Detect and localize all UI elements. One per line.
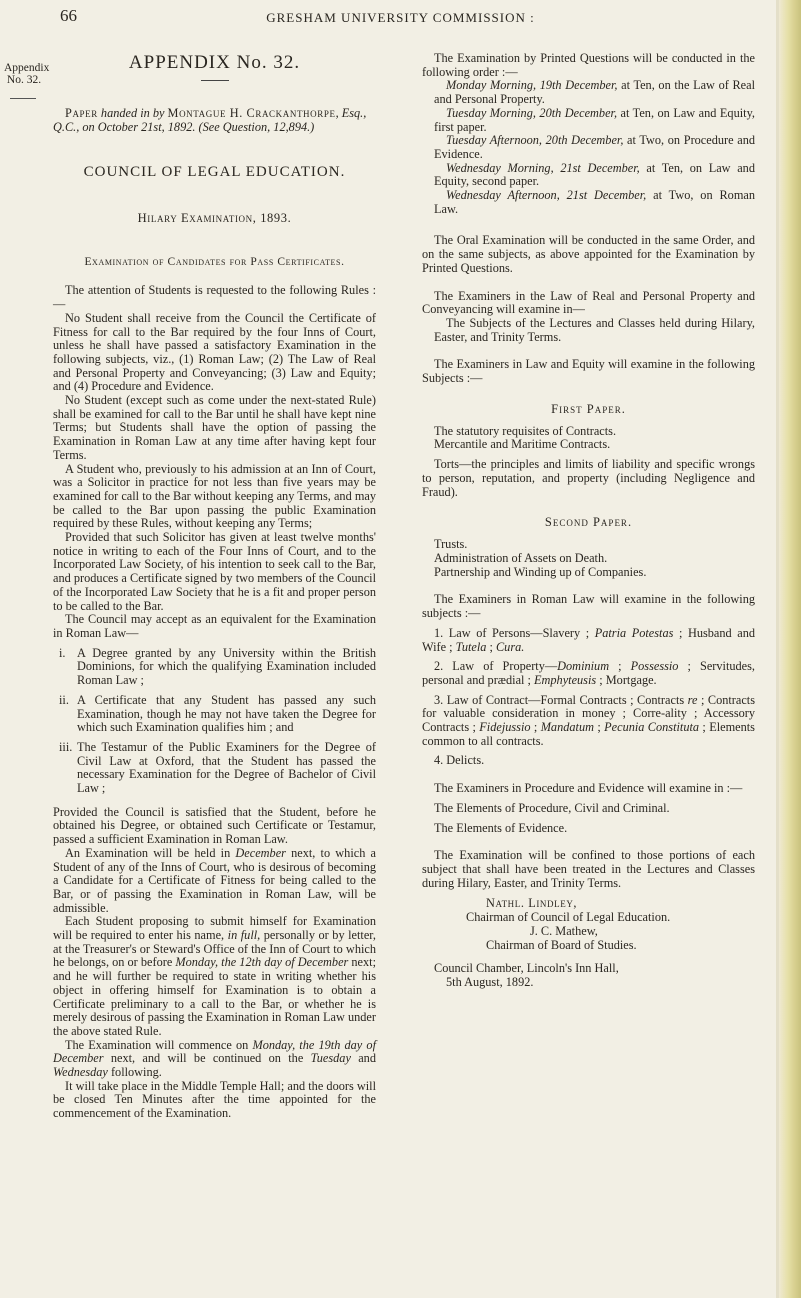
text-run-italic: Monday, the 19th day of December bbox=[53, 1037, 376, 1066]
paragraph-notice-proviso: Provided that such Solicitor has given at least twelve months' notice in writing to each of the Four Inns of Court, and to the Incorporated Law Society, of his intention to seek call to the Bar, and produces a Certificate signed by two members of the Council of the Incorporated Law Society that he is a fit and proper person to be called to the Bar. bbox=[53, 530, 376, 613]
text-run: ; Servitudes, personal and prædial ; bbox=[422, 659, 755, 687]
signatory-mathew: J. C. Mathew, bbox=[530, 924, 598, 939]
text-run: An Examination will be held in bbox=[65, 845, 236, 860]
page-number: 66 bbox=[60, 6, 77, 25]
roman-law-subject: 4. Delicts. bbox=[434, 753, 485, 768]
running-head: GRESHAM UNIVERSITY COMMISSION : bbox=[266, 10, 535, 25]
paper-ref: (See Question, 12,894.) bbox=[195, 119, 315, 134]
margin-rule bbox=[10, 98, 36, 99]
margin-note-line2: No. 32. bbox=[6, 74, 42, 86]
right-column bbox=[422, 52, 755, 990]
paper-mid: handed in by bbox=[97, 106, 168, 120]
date-line: 5th August, 1892. bbox=[446, 975, 534, 990]
text-run: Each Student proposing to submit himself for Examination will be required to enter his name, bbox=[53, 914, 376, 943]
paragraph-solicitor-rule: A Student who, previously to his admission at an Inn of Court, was a Solicitor in practice for not less than five years may be examined for call to the Bar without keeping any Terms, and may be called to the Bar upon passing the public Examination required by these Rules, without keeping any Terms; bbox=[53, 461, 376, 531]
schedule-day: Tuesday Morning, 20th December, bbox=[446, 105, 618, 120]
list-item bbox=[53, 741, 376, 796]
text-run-italic: Wednesday bbox=[53, 1065, 108, 1080]
schedule-day: Wednesday Morning, 21st December, bbox=[446, 160, 640, 175]
roman-law-subject bbox=[422, 660, 755, 687]
text-run-italic: re bbox=[687, 692, 698, 707]
paper-prefix: Paper bbox=[65, 106, 98, 120]
second-paper-item: Trusts. bbox=[434, 537, 468, 552]
paragraph-middle-temple: It will take place in the Middle Temple Hall; and the doors will be closed Ten Minutes after the time appointed for the commencement of the Examination. bbox=[53, 1078, 376, 1121]
paragraph-procedure-examiners: The Examiners in Procedure and Evidence will examine in :— bbox=[434, 781, 743, 796]
left-column bbox=[53, 52, 376, 1121]
paragraph-confined: The Examination will be confined to those portions of each subject that shall have been treated in the Lectures and Classes during Hilary, Easter, and Trinity Terms. bbox=[422, 848, 755, 890]
paragraph-real-property-examiners: The Examiners in the Law of Real and Personal Property and Conveyancing will examine in— bbox=[422, 288, 755, 317]
schedule-item bbox=[422, 162, 755, 189]
text-run-italic: Cura. bbox=[495, 639, 525, 654]
text-run: ; Mortgage. bbox=[596, 672, 657, 687]
first-paper-item: Torts—the principles and limits of liability and specific wrongs to person, reputation, and property (including Negligence and Fraud). bbox=[422, 457, 755, 499]
schedule-detail: at Two, on Procedure and Evidence. bbox=[434, 133, 755, 161]
schedule-item bbox=[422, 107, 755, 134]
paragraph-printed-order: The Examination by Printed Questions will be conducted in the following order :— bbox=[422, 51, 755, 79]
text-run: next, and will be continued on the bbox=[103, 1051, 311, 1066]
text-run: next, to which a Student of any of the Inns of Court, who is desirous of becoming a Candidate for a Certificate of Fitness for being called to the Bar, or of passing the Examination in Roman Law, will be admissible. bbox=[53, 845, 376, 915]
schedule-day: Monday Morning, 19th December, bbox=[446, 78, 618, 93]
list-item bbox=[53, 694, 376, 735]
text-run: , personally or by letter, at the Treasurer's or Steward's Office of the Inn of Court to which he belongs, on or before bbox=[53, 928, 376, 970]
text-run: ; Contracts for valuable consideration in money ; Corre-ality ; Accessory Contracts ; bbox=[422, 692, 755, 735]
equivalents-list bbox=[53, 647, 376, 796]
paper-source-line bbox=[53, 107, 376, 121]
paragraph-commence bbox=[53, 1039, 376, 1080]
signatory-mathew-title: Chairman of Board of Studies. bbox=[486, 938, 637, 953]
text-run: following. bbox=[107, 1065, 162, 1080]
paragraph-council-satisfied: Provided the Council is satisfied that the Student, before he obtained his Degree, or obtained such Certificate or Testamur, passed a sufficient Examination in Roman Law. bbox=[53, 804, 376, 847]
list-item bbox=[53, 647, 376, 688]
schedule-item bbox=[422, 79, 755, 106]
text-run-italic: Dominium bbox=[557, 659, 610, 674]
signatory-lindley-title: Chairman of Council of Legal Education. bbox=[466, 910, 671, 925]
second-paper-item: Administration of Assets on Death. bbox=[434, 550, 608, 565]
paragraph-attention: The attention of Students is requested to the following Rules :— bbox=[53, 283, 376, 312]
paper-esq: , Esq., bbox=[335, 106, 367, 120]
text-run: ; bbox=[609, 659, 631, 674]
list-item-number: i. bbox=[59, 645, 66, 660]
text-run-italic: Tuesday bbox=[310, 1051, 351, 1066]
text-run: 2. Law of Property— bbox=[434, 659, 558, 674]
schedule-detail: at Ten, on Law and Equity, second paper. bbox=[434, 160, 755, 189]
place-line: Council Chamber, Lincoln's Inn Hall, bbox=[434, 961, 619, 976]
text-run: ; bbox=[530, 720, 541, 735]
text-run: ; Husband and Wife ; bbox=[422, 625, 755, 654]
paragraph-equivalent: The Council may accept as an equivalent for the Examination in Roman Law— bbox=[53, 612, 376, 640]
procedure-subject: The Elements of Evidence. bbox=[434, 820, 568, 835]
text-run-italic: December bbox=[235, 845, 286, 860]
schedule-detail: at Ten, on the Law of Real and Personal Property. bbox=[434, 78, 756, 107]
second-paper-item: Partnership and Winding up of Companies. bbox=[434, 564, 647, 579]
text-run-italic: Mandatum bbox=[540, 720, 594, 735]
schedule-item bbox=[422, 189, 755, 216]
schedule-day: Tuesday Afternoon, 20th December, bbox=[446, 133, 624, 148]
council-title: COUNCIL OF LEGAL EDUCATION. bbox=[83, 164, 346, 181]
margin-note bbox=[4, 62, 50, 86]
paragraph-enter-name bbox=[53, 915, 376, 1038]
text-run-italic: Monday, the 12th day of December bbox=[175, 955, 349, 970]
paragraph-certificate-rule: No Student shall receive from the Council the Certificate of Fitness for call to the Bar required by the four Inns of Court, unless he shall have passed a satisfactory Examination in the following subjects, viz., (1) Roman Law; (2) The Law of Real and Personal Property and Conveyancing; (3) Law and Equity; and (4) Procedure and Evidence. bbox=[53, 310, 376, 394]
text-run: next; and he will further be required to state in writing whether his object in offering himself for Examination is to obtain a Certificate preliminary to a call to the Bar, or whether he is merely desirous of passing the Examination in Roman Law under the above stated Rule. bbox=[53, 955, 377, 1038]
first-paper-heading: First Paper. bbox=[551, 401, 626, 416]
exam-heading: Examination of Candidates for Pass Certificates. bbox=[84, 256, 345, 269]
list-item-text: A Certificate that any Student has passed any such Examination, though he may not have taken the Degree for which such Examination qualifies him ; and bbox=[77, 692, 376, 735]
schedule-detail: at Two, on Roman Law. bbox=[434, 188, 755, 216]
roman-law-subject bbox=[422, 627, 755, 654]
paragraph-lecture-subjects: The Subjects of the Lectures and Classes held during Hilary, Easter, and Trinity Terms. bbox=[434, 315, 755, 344]
margin-note-line1: Appendix bbox=[4, 62, 50, 74]
text-run-italic: Patria Potestas bbox=[594, 625, 674, 640]
first-paper-item: Mercantile and Maritime Contracts. bbox=[434, 437, 611, 452]
schedule-item bbox=[422, 134, 755, 161]
list-item-text: A Degree granted by any University within the British Dominions, for which the qualifying Examination included Roman Law ; bbox=[77, 645, 376, 688]
paragraph-law-equity-examiners: The Examiners in Law and Equity will examine in the following Subjects :— bbox=[422, 357, 755, 386]
list-item-number: ii. bbox=[59, 692, 69, 707]
text-run: ; bbox=[486, 639, 496, 654]
text-run: 3. Law of Contract—Formal Contracts ; Contracts bbox=[434, 692, 688, 707]
second-paper-heading: Second Paper. bbox=[544, 515, 633, 530]
paper-qc: Q.C., on October 21st, 1892. bbox=[53, 119, 196, 134]
paper-date-line bbox=[53, 121, 376, 135]
paragraph-oral-exam: The Oral Examination will be conducted in the same Order, and on the same subjects, as above appointed for the Examination by Printed Questions. bbox=[422, 233, 755, 275]
paragraph-roman-law-examiners: The Examiners in Roman Law will examine in the following subjects :— bbox=[422, 592, 755, 621]
text-run: ; bbox=[593, 720, 605, 735]
procedure-subject: The Elements of Procedure, Civil and Criminal. bbox=[434, 800, 670, 815]
paragraph-december-exam bbox=[53, 847, 376, 916]
appendix-title: APPENDIX No. 32. bbox=[128, 52, 301, 73]
hilary-heading: Hilary Examination, 1893. bbox=[137, 211, 292, 226]
text-run: The Examination will commence on bbox=[65, 1037, 253, 1052]
schedule-day: Wednesday Afternoon, 21st December, bbox=[446, 188, 647, 203]
paper-name: Montague H. Crackanthorpe bbox=[167, 106, 336, 120]
text-run-italic: in full bbox=[227, 928, 258, 943]
signatory-lindley: Nathl. Lindley, bbox=[486, 896, 578, 911]
text-run-italic: Fidejussio bbox=[479, 720, 531, 735]
signature-block bbox=[422, 896, 755, 952]
title-rule bbox=[201, 80, 229, 81]
text-run-italic: Tutela bbox=[455, 639, 487, 654]
first-paper-item: The statutory requisites of Contracts. bbox=[434, 423, 617, 438]
list-item-number: iii. bbox=[59, 739, 73, 754]
paragraph-terms-rule: No Student (except such as come under the next-stated Rule) shall be examined for call to the Bar until he shall have kept nine Terms; but Students shall have the option of passing the Examination in Roman Law at any time after having kept four Terms. bbox=[53, 393, 376, 462]
text-run-italic: Pecunia Constituta bbox=[604, 720, 700, 735]
schedule-detail: at Ten, on Law and Equity, first paper. bbox=[434, 105, 755, 134]
text-run-italic: Possessio bbox=[630, 659, 679, 674]
list-item-text: The Testamur of the Public Examiners for the Degree of Civil Law at Oxford, that the Student has passed the necessary Examination for the Degree of Bachelor of Civil Law ; bbox=[77, 739, 376, 796]
schedule-list bbox=[422, 79, 755, 216]
text-run: and bbox=[350, 1051, 376, 1066]
page-edge bbox=[779, 0, 801, 1298]
roman-law-subject bbox=[422, 694, 755, 749]
text-run: ; Elements common to all contracts. bbox=[422, 720, 755, 748]
text-run: 1. Law of Persons—Slavery ; bbox=[434, 625, 595, 640]
text-run-italic: Emphyteusis bbox=[534, 672, 597, 687]
